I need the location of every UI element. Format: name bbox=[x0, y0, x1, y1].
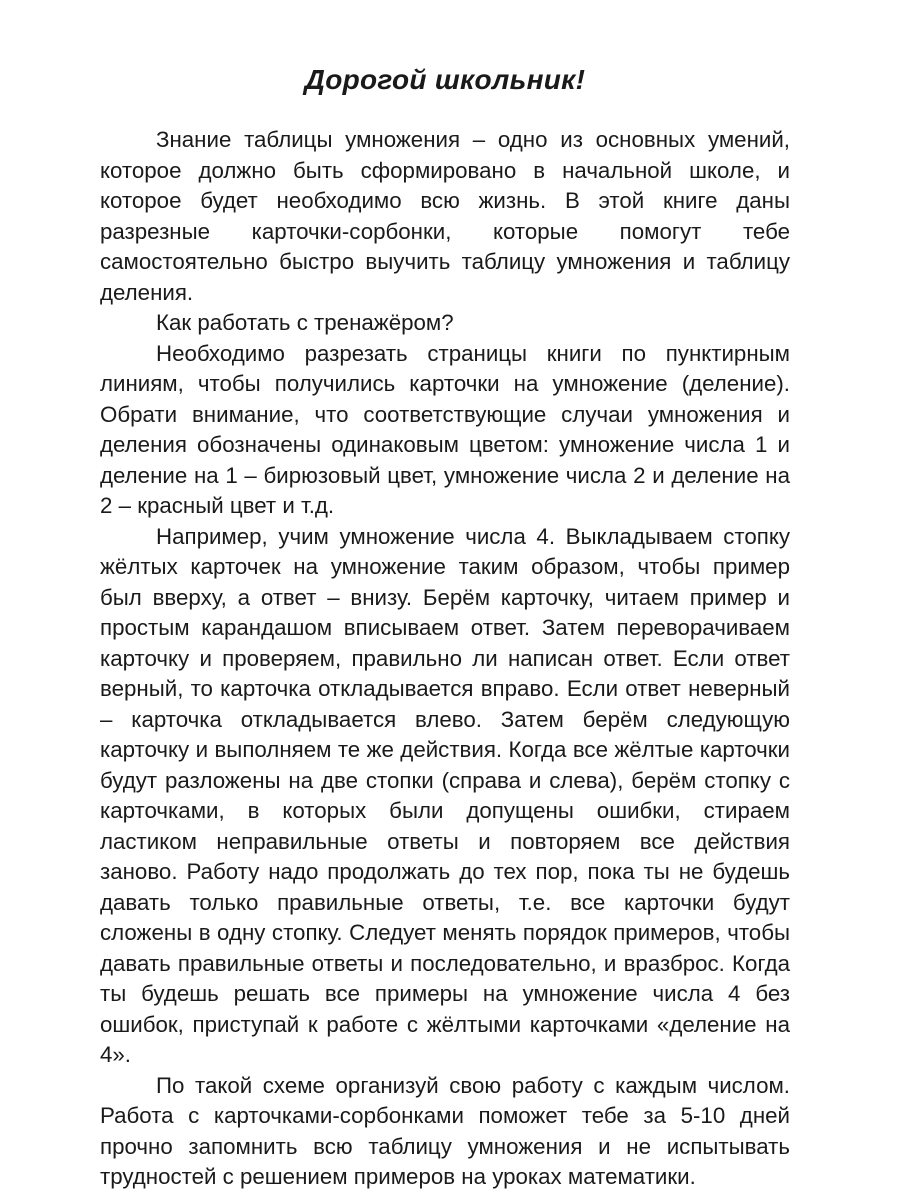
page-title: Дорогой школьник! bbox=[304, 64, 586, 95]
body-text bbox=[100, 125, 790, 1193]
paragraph-conclusion: По такой схеме организуй свою работу с каждым числом. Работа с карточками-сорбонками поможет тебе за 5-10 дней прочно запомнить всю таблицу умножения и не испытывать трудностей с решением примеров на уроках математики. bbox=[100, 1072, 790, 1189]
paragraph-example: Например, учим умножение числа 4. Выкладываем стопку жёлтых карточек на умножение таким образом, чтобы пример был вверху, а ответ – внизу. Берём карточку, читаем пример и простым карандашом вписываем ответ. Затем переворачиваем карточку и проверяем, правильно ли написан ответ. Если ответ верный, то карточка откладывается вправо. Если ответ неверный – карточка откладывается влево. Затем берём следующую карточку и выполняем те же действия. Когда все жёлтые карточки будут разложены на две стопки (справа и слева), берём стопку с карточками, в которых были допущены ошибки, стираем ластиком неправильные ответы и повторяем все действия заново. Работу надо продолжать до тех пор, пока ты не будешь давать только правильные ответы, т.е. все карточки будут сложены в одну стопку. Следует менять порядок примеров, чтобы давать правильные ответы и последовательно, и вразброс. Когда ты будешь решать все примеры на умножение числа 4 без ошибок, приступай к работе с жёлтыми карточками «деление на 4». bbox=[100, 523, 790, 1067]
paragraph-question: Как работать с тренажёром? bbox=[156, 310, 454, 335]
paragraph-instructions: Необходимо разрезать страницы книги по пунктирным линиям, чтобы получились карточки на умножение (деление). Обрати внимание, что соответствующие случаи умножения и деления обозначены одинаковым цветом: умножение числа 1 и деление на 1 – бирюзовый цвет, умножение числа 2 и деление на 2 – красный цвет и т.д. bbox=[100, 340, 790, 518]
document-page bbox=[100, 60, 790, 1193]
paragraph-intro: Знание таблицы умножения – одно из основных умений, которое должно быть сформировано в начальной школе, и которое будет необходимо всю жизнь. В этой книге даны разрезные карточки-сорбонки, которые помогут тебе самостоятельно быстро выучить таблицу умножения и таблицу деления. bbox=[100, 127, 790, 305]
